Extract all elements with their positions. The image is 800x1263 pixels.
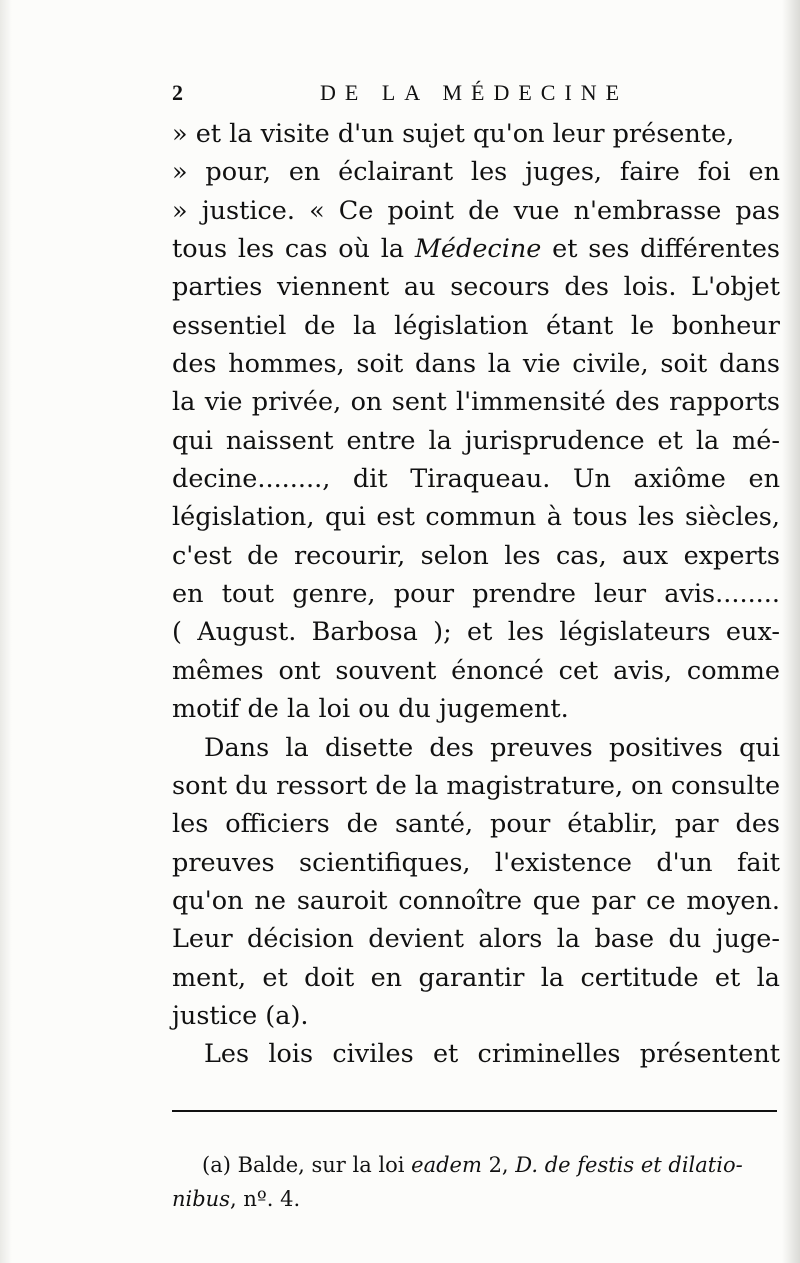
text-line: Leur décision devient alors la base du juge- [172, 924, 780, 955]
text-line: sont du ressort de la magistrature, on consulte [172, 770, 781, 801]
page-number: 2 [172, 80, 192, 105]
footnote-text-2: 2, [481, 1153, 516, 1177]
footnote-rule [172, 1110, 777, 1112]
footnote-line-1 [172, 1148, 792, 1182]
text-line: législation, qui est commun à tous les siècles, [172, 502, 780, 533]
page-header [172, 80, 642, 112]
text-line: essentiel de la législation étant le bonheur [172, 310, 780, 341]
text-line: la vie privée, on sent l'immensité des rapports [172, 387, 780, 418]
page-left-edge [0, 0, 12, 1263]
running-title: DE LA MÉDECINE [320, 80, 629, 105]
footnote-italic-1: eadem [411, 1153, 482, 1177]
text-line: c'est de recourir, selon les cas, aux experts [172, 540, 780, 571]
text-line: les officiers de santé, pour établir, par des [172, 809, 780, 840]
footnote-text: Balde, sur la loi [230, 1153, 412, 1177]
page-right-edge [782, 0, 800, 1263]
body-text [172, 115, 780, 1074]
text-line: Les lois civiles et criminelles présentent [204, 1039, 780, 1070]
text-line: » pour, en éclairant les juges, faire foi en [172, 157, 780, 188]
text-line: tous les cas où la Médecine et ses différentes [172, 234, 780, 265]
text-line: qu'on ne sauroit connoître que par ce moyen. [172, 885, 780, 916]
text-line: ment, et doit en garantir la certitude et la [172, 962, 780, 993]
text-line: justice (a). [172, 1000, 309, 1031]
text-line: mêmes ont souvent énoncé cet avis, comme [172, 655, 780, 686]
text-line: decine........, dit Tiraqueau. Un axiôme en [172, 464, 780, 495]
footnote [172, 1148, 792, 1216]
text-line: parties viennent au secours des lois. L'objet [172, 272, 780, 303]
text-line: » justice. « Ce point de vue n'embrasse pas [172, 195, 780, 226]
text-line: qui naissent entre la jurisprudence et la mé- [172, 425, 780, 456]
footnote-text-3: , nº. 4. [230, 1187, 301, 1211]
footnote-italic-2: D. de festis et dilatio- [515, 1153, 743, 1177]
footnote-italic-3: nibus [172, 1187, 230, 1211]
footnote-line-2 [172, 1182, 792, 1216]
footnote-marker: (a) [202, 1153, 231, 1177]
text-line: en tout genre, pour prendre leur avis........ [172, 579, 780, 610]
text-line: preuves scientifiques, l'existence d'un fait [172, 847, 780, 878]
text-line: motif de la loi ou du jugement. [172, 694, 569, 725]
text-line: des hommes, soit dans la vie civile, soit dans [172, 349, 780, 380]
text-line: Dans la disette des preuves positives qui [204, 732, 780, 763]
italic-word: Médecine [414, 234, 542, 265]
text-line: » et la visite d'un sujet qu'on leur présente, [172, 119, 735, 149]
text-line: ( August. Barbosa ); et les législateurs eux- [172, 617, 780, 648]
